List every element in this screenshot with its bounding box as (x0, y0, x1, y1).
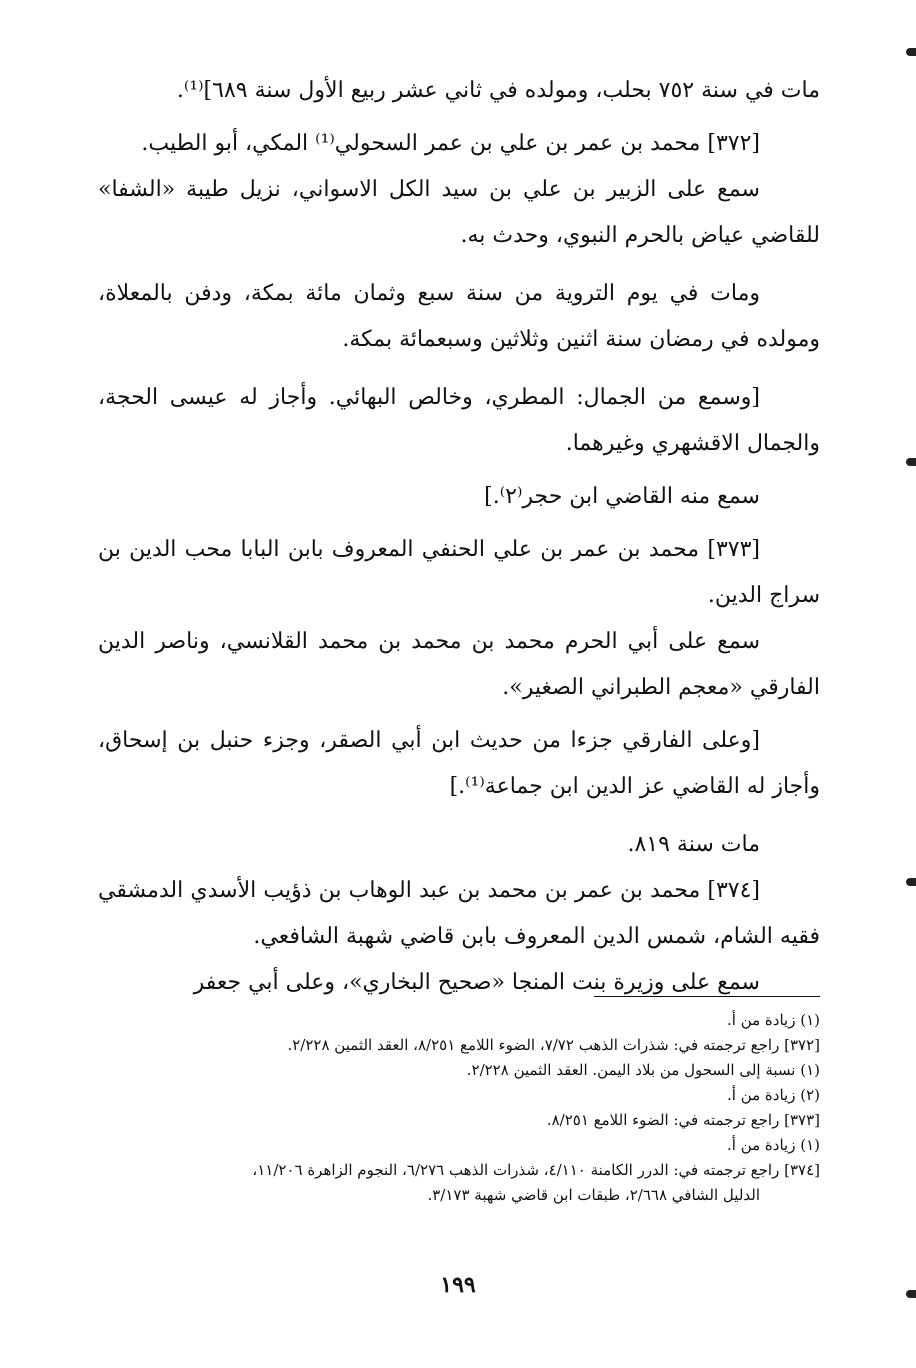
paragraph-8: سمع على أبي الحرم محمد بن محمد بن محمد القلانسي، وناصر الدين الفارقي «معجم الطبراني الصغير». (98, 629, 820, 700)
paragraph-12: سمع على وزيرة بنت المنجا «صحيح البخاري»، وعلى أبي جعفر (193, 970, 760, 995)
footnote: [٣٧٤] راجع ترجمته في: الدرر الكامنة ٤/١١٠، شذرات الذهب ٦/٢٧٦، النجوم الزاهرة ١١/٢٠٦، (252, 1161, 820, 1179)
footnote: [٣٧٣] راجع ترجمته في: الضوء اللامع ٨/٢٥١. (546, 1111, 820, 1129)
entry-373-heading: [٣٧٣] محمد بن عمر بن علي الحنفي المعروف بابن البابا محب الدين بن سراج الدين. (98, 537, 820, 608)
footnote: (١) زيادة من أ. (727, 1136, 820, 1154)
entry-372-heading: [٣٧٢] محمد بن عمر بن علي بن عمر السحولي⁽¹⁾ المكي، أبو الطيب. (141, 131, 760, 156)
footnote-continuation: الدليل الشافي ٢/٦٦٨، طبقات ابن قاضي شهبة ٣/١٧٣. (427, 1186, 760, 1204)
main-text (98, 68, 820, 1006)
paragraph-5: [وسمع من الجمال: المطري، وخالص البهائي. وأجاز له عيسى الحجة، والجمال الاقشهري وغيرهما. (98, 385, 820, 456)
footnotes (98, 1008, 820, 1208)
paragraph-3: سمع على الزبير بن علي بن سيد الكل الاسواني، نزيل طيبة «الشفا» للقاضي عياض بالحرم النبوي، وحدث به. (98, 177, 820, 248)
paragraph-1: مات في سنة ٧٥٢ بحلب، ومولده في ثاني عشر ربيع الأول سنة ٦٨٩]⁽¹⁾. (176, 78, 820, 103)
paragraph-6: سمع منه القاضي ابن حجر⁽٢⁾.] (484, 484, 760, 509)
scan-edge-mark (906, 458, 916, 466)
footnote: [٣٧٢] راجع ترجمته في: شذرات الذهب ٧/٧٢، الضوء اللامع ٨/٢٥١، العقد الثمين ٢/٢٢٨. (287, 1036, 820, 1054)
entry-374-heading: [٣٧٤] محمد بن عمر بن محمد بن عبد الوهاب بن ذؤيب الأسدي الدمشقي فقيه الشام، شمس الدين المعروف بابن قاضي شهبة الشافعي. (98, 878, 820, 949)
scan-edge-mark (906, 48, 916, 56)
footnote: (٢) زيادة من أ. (727, 1086, 820, 1104)
scan-edge-mark (906, 1290, 916, 1298)
page-number: ١٩٩ (440, 1272, 476, 1298)
footnote: (١) زيادة من أ. (727, 1011, 820, 1029)
scan-edge-mark (906, 878, 916, 886)
footnote-separator (594, 996, 820, 997)
paragraph-9: [وعلى الفارقي جزءا من حديث ابن أبي الصقر، وجزء حنبل بن إسحاق، وأجاز له القاضي عز الدين ابن جماعة⁽¹⁾.] (98, 728, 820, 799)
paragraph-4: ومات في يوم التروية من سنة سبع وثمان مائة بمكة، ودفن بالمعلاة، ومولده في رمضان سنة اثنين وثلاثين وسبعمائة بمكة. (98, 281, 820, 352)
paragraph-10: مات سنة ٨١٩. (627, 832, 760, 857)
footnote: (١) نسبة إلى السحول من بلاد اليمن. العقد الثمين ٢/٢٢٨. (466, 1061, 820, 1079)
